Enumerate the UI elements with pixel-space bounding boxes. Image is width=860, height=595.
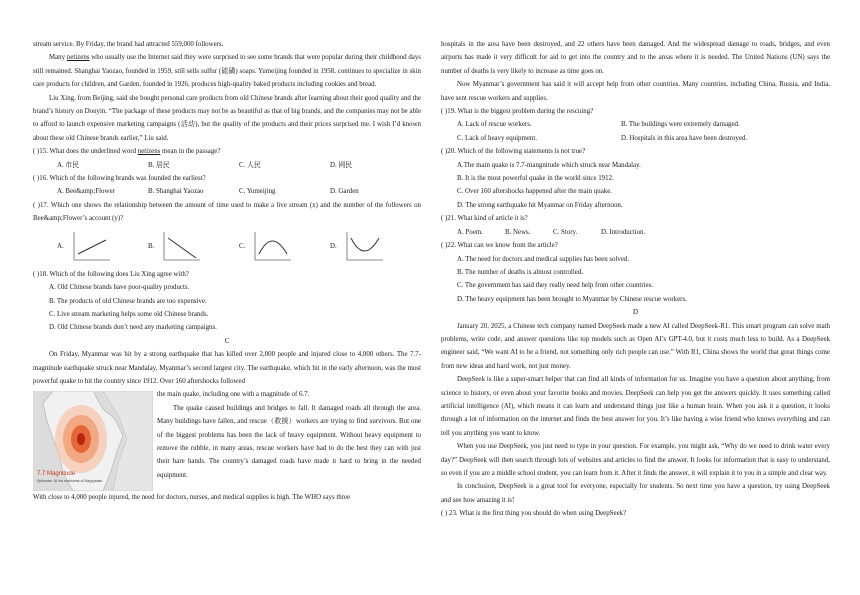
- option-b: B. The buildings were extremely damaged.: [621, 121, 740, 129]
- option-d: D. Introduction.: [601, 228, 646, 236]
- left-column: [33, 38, 421, 505]
- option-d: D. The heavy equipment has been brought to Myanmar by Chinese rescue workers.: [457, 295, 687, 303]
- option-b: B. Shanghai Yaozao: [148, 188, 204, 196]
- option-b: B. The products of old Chinese brands are too expensive.: [49, 297, 207, 305]
- text: ( )15. What does the underlined word: [33, 148, 138, 156]
- passage-d-paragraph-1: January 20, 2025, a Chinese tech company named DeepSeek made a new AI called DeepSeek-R1. This smart program can solve math problems, write code, and answer questions like top models such as Open AI’s GPT-4.0, but it costs much less to build. As a DeepSeek engineer said, “We want AI to be a friend, not something only rich people can use.” With R1, China shows the world that great things come from new ideas and hard work, not just money.: [441, 322, 830, 370]
- option-d: D. Old Chinese brands don’t need any marketing campaigns.: [49, 324, 217, 332]
- question-23: ( ) 23. What is the first thing you should do when using DeepSeek?: [441, 510, 627, 518]
- option-a: A. Bee&amp;Flower: [57, 188, 115, 196]
- option-label: D.: [330, 242, 337, 250]
- right-column: [441, 38, 830, 521]
- option-c: C. 人民: [239, 161, 261, 169]
- option-b: B. 居民: [148, 161, 170, 169]
- u-curve-graph-icon: [343, 230, 385, 264]
- passage-d-paragraph-4: In conclusion, DeepSeek is a great tool for everyone, especially for students. So next time you have a question, try using DeepSeek and see how amazing it is!: [441, 483, 830, 504]
- question-15-options: [33, 159, 421, 172]
- underlined-word: netizens: [66, 54, 90, 62]
- earthquake-map-image: [33, 391, 153, 491]
- option-label: C.: [239, 242, 246, 250]
- passage-d-paragraph-2: DeepSeek is like a super-smart helper that can find all kinds of information for us. Imagine you have a question about anything, from science to history, or even about your favorite books and movies. DeepSeek can help you get the answers quickly. It uses something called artificial intelligence (AI), which means it can learn and understand things just like a human brain. When you ask it a question, it looks through a lot of information on the internet and finds the best answer for you. It’s like having a wise friend who knows everything and can tell you anything you want to know.: [441, 376, 830, 437]
- option-a: A. Old Chinese brands have poor-quality products.: [49, 284, 190, 292]
- option-b: B. News.: [505, 228, 531, 236]
- graph-option-d: [330, 230, 421, 264]
- arch-curve-graph-icon: [251, 230, 293, 264]
- question-22: ( )22. What can we know from the article?: [441, 242, 558, 250]
- option-c: C. Story.: [553, 228, 578, 236]
- map-side-text: [153, 388, 421, 491]
- question-19-options-row-2: [441, 132, 830, 145]
- passage-b-paragraph-2: [33, 51, 421, 91]
- passage-c-paragraph-1: On Friday, Myanmar was hit by a strong earthquake that has killed over 2,000 people and injured close to 4,000 others. The 7.7-magnitude earthquake struck near Mandalay, Myanmar’s second largest city. The earthquake, which hit in the early afternoon, was the most powerful quake to hit the country since 1912. Over 160 aftershocks followed: [33, 351, 421, 385]
- question-19-options-row-1: [441, 118, 830, 131]
- text: Many: [49, 54, 67, 62]
- map-and-text: [33, 388, 421, 491]
- graph-option-b: [148, 230, 239, 264]
- graph-option-a: [57, 230, 148, 264]
- map-magnitude-label: 7.7 Magnitude: [37, 471, 76, 478]
- passage-b-intro-end: stream service. By Friday, the brand had attracted 559,000 followers.: [33, 41, 224, 48]
- question-21: ( )21. What kind of article it is?: [441, 215, 528, 223]
- passage-c-paragraph-3: Now Myanmar’s government has said it will accept help from other countries. Many countries, including China, Russia, and India, have sent rescue workers and supplies.: [441, 81, 830, 102]
- text: mean in the passage?: [160, 148, 221, 156]
- option-a: A. Poem.: [457, 228, 483, 236]
- section-c-heading: C: [224, 337, 230, 345]
- question-17-graphs: [33, 226, 421, 268]
- question-19: ( )19. What is the biggest problem during the rescuing?: [441, 108, 594, 116]
- decreasing-line-graph-icon: [160, 230, 202, 264]
- option-a: A.The main quake is 7.7-mangnitude which struck near Mandalay.: [457, 161, 641, 169]
- option-c: C. Yumeijing: [239, 188, 276, 196]
- option-c: C. Lack of heavy equipment.: [457, 134, 537, 142]
- increasing-line-graph-icon: [70, 230, 112, 264]
- map-epicenter-label: Epicenter 16 km northwest of Naypyidaw: [37, 479, 103, 484]
- option-label: A.: [57, 242, 64, 250]
- option-d: D. Hospitals in this area have been destroyed.: [621, 134, 748, 142]
- option-a: A. Lack of rescue workers.: [457, 121, 532, 129]
- question-20: ( )20. Which of the following statements is not true?: [441, 148, 586, 156]
- option-c: C. Over 160 aftershocks happened after the main quake.: [457, 188, 612, 196]
- option-d: D. 网民: [330, 161, 353, 169]
- option-a: A. 市民: [57, 161, 80, 169]
- passage-c-paragraph-2-cont: hospitals in the area have been destroyed, and 22 others have been damaged. And the widespread damage to roads, bridges, and even airports has made it very difficult for aid to get into the country and to the areas where it is needed. The United Nations (UN) says the number of deaths is very likely to increase as time goes on.: [441, 41, 830, 75]
- option-c: C. The government has said they really need help from other countries.: [457, 282, 654, 290]
- passage-c-paragraph-2: The quake caused buildings and bridges to fall. It damaged roads all through the area. Many buildings have fallen, and rescue（救援）workers are trying to find survivors. But one of the biggest problems has been the lack of heavy equipment. Without heavy equipment to remove the rubble, in many areas, rescue workers have had to do the best they can with just their bare hands. The country’s damaged roads have made it hard to bring in the needed equipment.: [157, 404, 421, 479]
- passage-c-paragraph-2-end: With close to 4,000 people injured, the need for doctors, nurses, and medical supplies is high. The WHO says three: [33, 494, 351, 502]
- question-18: ( )18. Which of the following does Liu Xing agree with?: [33, 270, 189, 278]
- question-16: ( )16. Which of the following brands was founded the earliest?: [33, 175, 206, 183]
- passage-b-paragraph-3: Liu Xing, from Beijing, said she bought personal care products from old Chinese brands after learning about their good quality and the brand’s history on Douyin. “The package of these products may not be as beautiful as that of big brands, and the companies may not be able to afford to launch expensive marketing campaigns (活动), but the quality of the products and their prices surprised me. I wish I’d known about these old Chinese brands earlier,” Liu said.: [33, 94, 421, 142]
- section-d-heading: D: [633, 309, 638, 317]
- option-label: B.: [148, 242, 155, 250]
- question-16-options: [33, 185, 421, 198]
- graph-option-c: [239, 230, 330, 264]
- text: who usually use the Internet said they were surprised to see some brands that were popular during their childhood days still remained. Shanghai Yaozao, founded in 1959, still sells sulfur (硫磺) soaps. Yumeijing founded in 1958, continues to specialize in skin care products for children, and Garden, founded in 1926, produces high-quality baked products including cookies and bread.: [33, 54, 421, 89]
- underlined-word: netizens: [137, 148, 161, 156]
- option-a: A. The need for doctors and medical supplies has been solved.: [457, 255, 630, 263]
- option-d: D. The strong earthquake hit Myanmar on Friday afternoon.: [457, 201, 623, 209]
- question-15: [33, 145, 421, 158]
- option-b: B. The number of deaths is almost controlled.: [457, 268, 583, 276]
- passage-c-paragraph-1-cont: the main quake, including one with a magnitude of 6.7.: [157, 391, 310, 399]
- option-d: D. Garden: [330, 188, 359, 196]
- question-17: ( )17. Which one shows the relationship between the amount of time used to make a live stream (x) and the number of the followers on Bee&amp;Flower’s account (y)?: [33, 201, 421, 223]
- passage-d-paragraph-3: When you use DeepSeek, you just need to type in your question. For example, you might ask, “Why do we need to drink water every day?” DeepSeek will then search through lots of websites and articles to find the answer. It looks for information that is easy to understand, so even if you are a middle school student, you can learn from it. After it finds the answer, it will explain it to you in a simple and clear way.: [441, 443, 830, 477]
- option-c: C. Live stream marketing helps some old Chinese brands.: [49, 310, 209, 318]
- question-21-options: [441, 226, 830, 239]
- option-b: B. It is the most powerful quake in the world since 1912.: [457, 175, 614, 183]
